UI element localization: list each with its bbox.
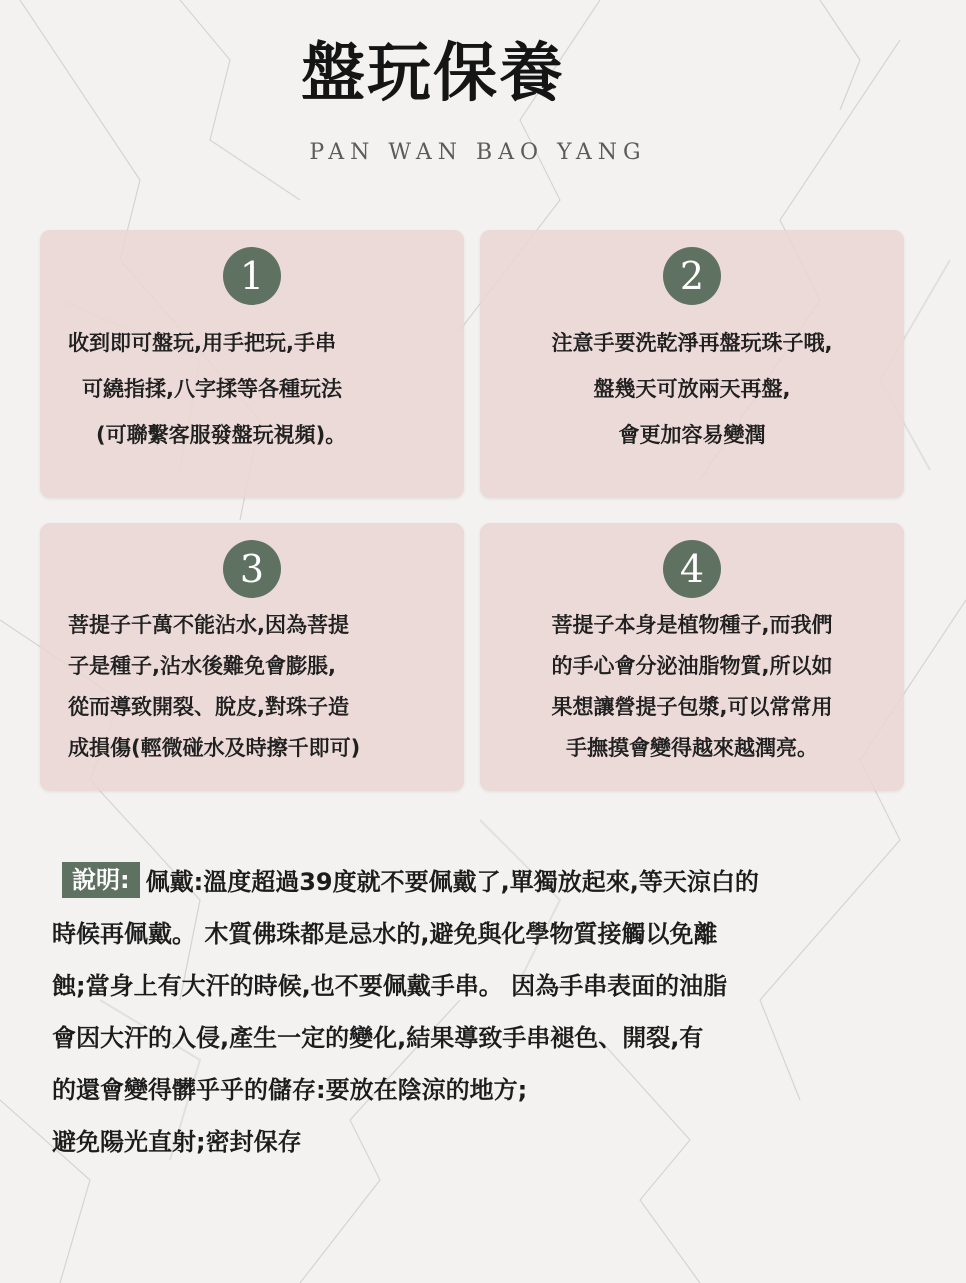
tip-line: 從而導致開裂、脫皮,對珠子造 bbox=[68, 695, 349, 719]
tip-text bbox=[500, 605, 884, 769]
tip-text bbox=[60, 320, 444, 458]
step-number-badge: 3 bbox=[223, 540, 281, 598]
step-number-badge: 4 bbox=[663, 540, 721, 598]
note-line: 避免陽光直射;密封保存 bbox=[52, 1128, 302, 1156]
note-line: 蝕;當身上有大汗的時候,也不要佩戴手串。 因為手串表面的油脂 bbox=[52, 972, 728, 1000]
note-line: 會因大汗的入侵,產生一定的變化,結果導致手串褪色、開裂,有 bbox=[52, 1024, 704, 1052]
tip-card-3 bbox=[40, 523, 464, 791]
tip-line: 手撫摸會變得越來越潤亮。 bbox=[566, 736, 818, 760]
tip-text bbox=[500, 320, 884, 458]
tip-line: 菩提子本身是植物種子,而我們 bbox=[551, 613, 833, 637]
tip-line: 的手心會分泌油脂物質,所以如 bbox=[551, 654, 833, 678]
tip-line: 可繞指揉,八字揉等各種玩法 bbox=[82, 377, 342, 401]
tip-card-2 bbox=[480, 230, 904, 498]
tip-line: 菩提子千萬不能沾水,因為菩提 bbox=[68, 613, 349, 637]
page-subtitle: PAN WAN BAO YANG bbox=[309, 140, 647, 165]
tip-line: 收到即可盤玩,用手把玩,手串 bbox=[68, 331, 336, 355]
step-number-badge: 1 bbox=[223, 247, 281, 305]
note-label-badge: 說明: bbox=[62, 862, 140, 898]
tip-line: 盤幾天可放兩天再盤, bbox=[593, 377, 791, 401]
tip-line: 子是種子,沾水後難免會膨脹, bbox=[68, 654, 336, 678]
note-line: 時候再佩戴。 木質佛珠都是忌水的,避免與化學物質接觸以免離 bbox=[52, 920, 718, 948]
tip-line: 果想讓營提子包漿,可以常常用 bbox=[551, 695, 833, 719]
step-number-badge: 2 bbox=[663, 247, 721, 305]
tip-card-4 bbox=[480, 523, 904, 791]
care-notes bbox=[52, 856, 942, 1168]
tip-line: 注意手要洗乾淨再盤玩珠子哦, bbox=[551, 331, 833, 355]
note-line: 佩戴:溫度超過39度就不要佩戴了,單獨放起來,等天涼白的 bbox=[145, 868, 759, 896]
tip-line: (可聯繫客服發盤玩視頻)。 bbox=[96, 423, 347, 447]
note-line: 的還會變得髒乎乎的儲存:要放在陰涼的地方; bbox=[52, 1076, 528, 1104]
tip-line: 會更加容易變潤 bbox=[618, 423, 766, 447]
tip-card-1 bbox=[40, 230, 464, 498]
note-row bbox=[52, 856, 942, 908]
page-title: 盤玩保養 bbox=[301, 37, 565, 111]
tip-line: 成損傷(輕微碰水及時擦千即可) bbox=[68, 736, 361, 760]
tip-text bbox=[60, 605, 444, 769]
